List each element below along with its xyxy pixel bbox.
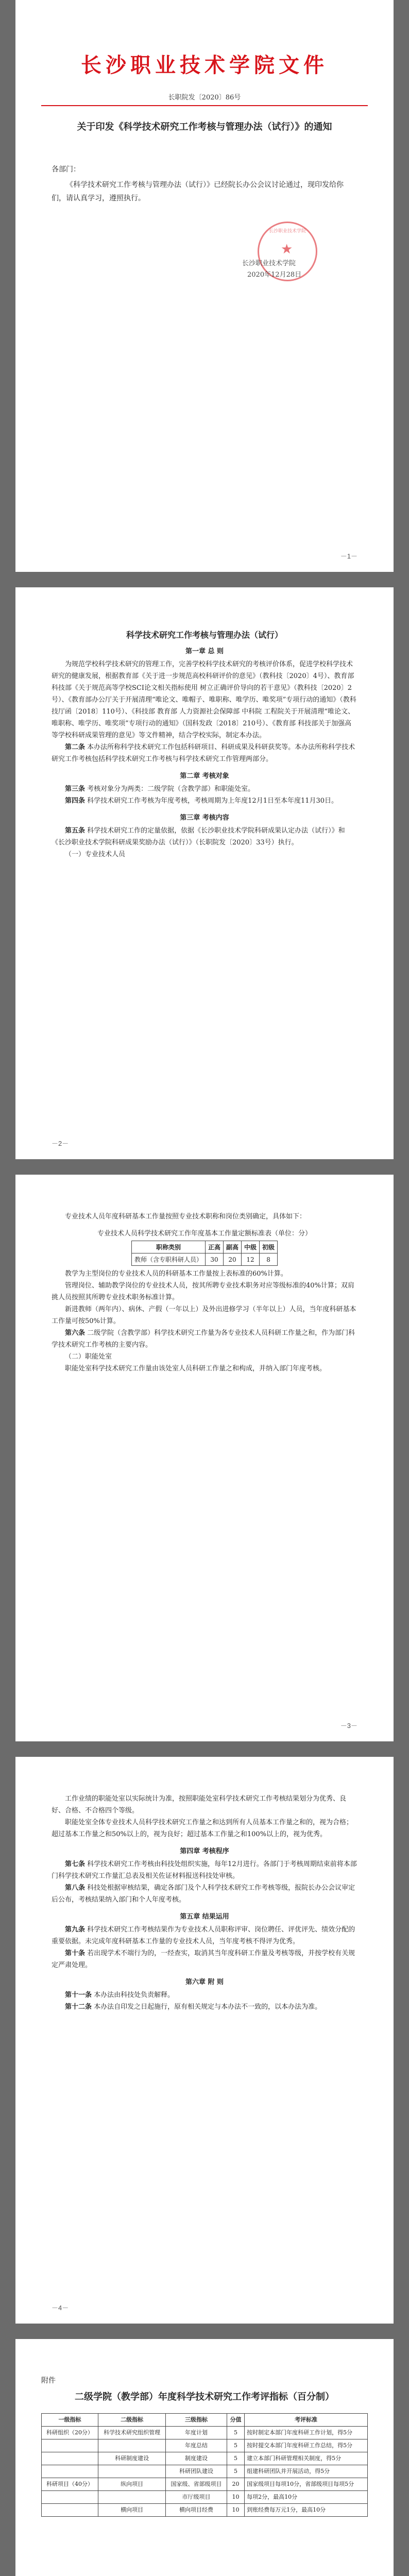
paragraph: 新进教师（两年内）、病休、产假（一年以上）及外出进修学习（半年以上）人员，当年度科研基本工作量可按50%计算。 xyxy=(52,1306,356,1325)
doc-number: 长职院发〔2020〕86号 xyxy=(168,94,241,101)
chapter-heading: 第四章 考核程序 xyxy=(180,1848,229,1855)
table-cell: 按时提交本部门年度科研工作总结，得5分 xyxy=(245,2439,368,2452)
table-cell: 科学技术研究组织管理 xyxy=(98,2427,166,2439)
table-cell: 30 xyxy=(205,1253,223,1266)
regulation-title: 科学技术研究工作考核与管理办法（试行） xyxy=(126,630,283,640)
table-cell xyxy=(42,2504,98,2517)
table-cell: 国家级项目每项10分，省部级项目每项5分 xyxy=(245,2478,368,2491)
paragraph: 第二条 本办法所称科学技术研究工作包括科研项目、科研成果及科研获奖等。本办法所称科学技术研究工作考核包括科学技术研究工作考核与科学技术研究工作管理两部分。 xyxy=(52,743,355,763)
page-1 xyxy=(15,0,394,572)
workload-table xyxy=(131,1241,278,1266)
paragraph: 职能处室科学技术研究工作量由该处室人员科研工作量之和构成，并纳入部门年度考核。 xyxy=(65,1365,327,1372)
page-2 xyxy=(15,587,394,1159)
page-number: －4－ xyxy=(52,2304,69,2312)
seal-text: 长沙职业技术学院 xyxy=(268,229,306,234)
sign-date: 2020年12月28日 xyxy=(247,271,302,279)
table-cell xyxy=(42,2465,98,2478)
table-cell: 年度总结 xyxy=(166,2439,227,2452)
signer: 长沙职业技术学院 xyxy=(242,260,296,267)
notice-body: 《科学技术研究工作考核与管理办法（试行）》已经院长办公会议讨论通过，现印发给你们，请认真学习，遵照执行。 xyxy=(52,181,344,202)
table-cell: 10 xyxy=(227,2504,244,2517)
table-cell: 科研团队建设 xyxy=(166,2465,227,2478)
table-cell: 教师（含专职科研人员） xyxy=(131,1253,205,1266)
paragraph: 专业技术人员年度科研基本工作量按照专业技术职称和岗位类别确定，具体如下： xyxy=(65,1213,306,1221)
subheading: （二）职能处室 xyxy=(65,1353,112,1361)
paragraph: 第十条 若出现学术不端行为的，一经查实，取消其当年度科研工作量及考核等级，并按学校有关规定严肃处理。 xyxy=(52,1950,355,1969)
table-header-cell: 三级指标 xyxy=(166,2414,227,2427)
table-cell: 科研组织（20分） xyxy=(42,2427,98,2439)
table-cell: 纵向项目 xyxy=(98,2478,166,2491)
addressee: 各部门： xyxy=(52,165,80,174)
table-header-cell: 分值 xyxy=(227,2414,244,2427)
table-cell: 5 xyxy=(227,2452,244,2465)
table-row xyxy=(42,2491,368,2504)
table-cell: 横向项目经费 xyxy=(166,2504,227,2517)
table-cell: 10 xyxy=(227,2491,244,2504)
table-cell: 12 xyxy=(242,1253,260,1266)
table-cell: 科研制度建设 xyxy=(98,2452,166,2465)
table-cell: 横向项目 xyxy=(98,2504,166,2517)
paragraph: 第三条 考核对象分为两类：二级学院（含教学部）和职能处室。 xyxy=(65,785,255,793)
paragraph: 第五条 科学技术研究工作的定量依据，依据《长沙职业技术学院科研成果认定办法（试行）》和《长沙职业技术学院科研成果奖励办法（试行）》（长职院发〔2020〕33号）执行。 xyxy=(52,827,345,846)
page-number: －2－ xyxy=(52,1140,69,1147)
red-divider xyxy=(41,105,368,106)
table-cell: 制度建设 xyxy=(166,2452,227,2465)
paragraph: 第十一条 本办法由科技处负责解释。 xyxy=(65,1991,175,1999)
table-row xyxy=(42,2439,368,2452)
seal-star-icon: ★ xyxy=(281,242,293,257)
chapter-heading: 第六章 附 则 xyxy=(185,1978,224,1986)
page-5 xyxy=(15,2339,394,2576)
table-header-cell: 中级 xyxy=(242,1241,260,1253)
table-row xyxy=(131,1253,277,1266)
subheading: （一）专业技术人员 xyxy=(65,851,126,858)
table-cell xyxy=(42,2491,98,2504)
chapter-heading: 第二章 考核对象 xyxy=(180,772,229,780)
table-cell: 科研项目（40分） xyxy=(42,2478,98,2491)
table-cell: 8 xyxy=(260,1253,278,1266)
paragraph: 第八条 科技处根据审核结果，确定各部门及个人科学技术研究工作考核等级，报院长办公会议审定后公布，考核结果纳入部门和个人年度考核。 xyxy=(52,1884,355,1904)
table-cell: 5 xyxy=(227,2465,244,2478)
table-cell: 20 xyxy=(223,1253,241,1266)
paragraph: 第九条 科学技术研究工作考核结果作为专业技术人员职称评审、岗位聘任、评优评先、绩效分配的重要依据。未完成年度科研基本工作量的专业技术人员，当年度考核不得评为优秀。 xyxy=(52,1926,355,1945)
table-cell: 按时制定本部门年度科研工作计划，得5分 xyxy=(245,2427,368,2439)
paragraph: 第十二条 本办法自印发之日起施行，原有相关规定与本办法不一致的，以本办法为准。 xyxy=(65,2003,322,2011)
page-4 xyxy=(15,1757,394,2324)
table-header-cell: 初级 xyxy=(260,1241,278,1253)
evaluation-table-1 xyxy=(41,2413,368,2517)
table-header-cell: 副高 xyxy=(223,1241,241,1253)
table-cell xyxy=(98,2439,166,2452)
table-header-cell: 二级指标 xyxy=(98,2414,166,2427)
chapter-heading: 第五章 结果运用 xyxy=(180,1913,229,1921)
table-cell: 5 xyxy=(227,2439,244,2452)
org-header: 长沙职业技术学院文件 xyxy=(81,53,328,77)
table-cell: 组建科研团队并开展活动，得5分 xyxy=(245,2465,368,2478)
attachment-label: 附件 xyxy=(41,2377,56,2385)
table-row xyxy=(42,2427,368,2439)
paragraph: 管理岗位、辅助教学岗位的专业技术人员，按其所聘专业技术职务对应等级标准的40%计算；双肩挑人员按照其所聘专业技术职务标准计算。 xyxy=(52,1282,354,1301)
table-row xyxy=(42,2504,368,2517)
paragraph: 为规范学校科学技术研究的管理工作，完善学校科学技术研究的考核评价体系，促进学校科学技术研究的健康发展，根据教育部《关于进一步规范高校科研评价的意见》（教科技〔2020〕4号）、教育部 科技部《关于规范高等学校SCI论文相关指标使用 树立正确评价导向的若干意见》（教科技〔2020〕2号）、《教育部办公厅关于开展清理“唯论文、唯帽子、唯职称、唯学历、唯奖项”专项行动的通知》（教科技厅函〔2018〕110号）、《科技部 教育部 人力资源社会保障部 中科院 工程院关于开展清理“唯论文、唯职称、唯学历、唯奖项”专项行动的通知》（国科发政〔2018〕210号）、《教育部 科技部关于加强高等学校科研成果管理的意见》等文件精神，结合学校实际，制定本办法。 xyxy=(52,660,356,739)
table-cell: 建立本部门科研管理相关制度，得5分 xyxy=(245,2452,368,2465)
table-header-cell: 考评标准 xyxy=(245,2414,368,2427)
table-header-cell: 正高 xyxy=(205,1241,223,1253)
chapter-heading: 第一章 总 则 xyxy=(185,648,224,655)
paragraph: 第四条 科学技术研究工作考核为年度考核，考核周期为上年度12月1日至本年度11月30日。 xyxy=(65,797,338,805)
page-number: －1－ xyxy=(340,552,357,560)
table-row xyxy=(42,2465,368,2478)
table-cell: 20 xyxy=(227,2478,244,2491)
paragraph: 教学为主型岗位的专业技术人员的科研基本工作量按上表标准的60%计算。 xyxy=(65,1270,287,1278)
table-cell: 国家级、省部级项目 xyxy=(166,2478,227,2491)
table-header-cell: 职称类别 xyxy=(131,1241,205,1253)
table-cell: 市厅级项目 xyxy=(166,2491,227,2504)
paragraph: 职能处室全体专业技术人员科学技术研究工作量之和达到所有人员基本工作量之和的，视为合格；超过基本工作量之和50%以上的，视为良好；超过基本工作量之和100%以上的，视为优秀。 xyxy=(52,1819,353,1838)
table-row xyxy=(42,2452,368,2465)
table-caption: 专业技术人员科学技术研究工作年度基本工作量定额标准表（单位：分） xyxy=(97,1230,312,1238)
paragraph: 第六条 二级学院（含教学部）科学技术研究工作量为各专业技术人员科研工作量之和，作为部门科学技术研究工作考核的主要内容。 xyxy=(52,1329,355,1349)
table-header-cell: 一级指标 xyxy=(42,2414,98,2427)
table-cell: 年度计划 xyxy=(166,2427,227,2439)
paragraph: 工作业绩的职能处室以实际统计为准，按照职能处室科学技术研究工作考核结果划分为优秀、良好、合格、不合格四个等级。 xyxy=(52,1795,347,1815)
table-cell xyxy=(42,2439,98,2452)
table-cell: 5 xyxy=(227,2427,244,2439)
page-number: －3－ xyxy=(340,1722,357,1730)
table-cell xyxy=(42,2452,98,2465)
table-cell xyxy=(98,2465,166,2478)
table-cell: 每项2分，最高10分 xyxy=(245,2491,368,2504)
chapter-heading: 第三章 考核内容 xyxy=(180,814,229,822)
paragraph: 第七条 科学技术研究工作考核由科技处组织实施，每年12月进行。各部门于考核周期结束前将本部门科学技术研究工作量汇总表及相关佐证材料报送科技处审核。 xyxy=(52,1860,357,1880)
attachment-title: 二级学院（教学部）年度科学技术研究工作考评指标（百分制） xyxy=(75,2392,334,2402)
notice-title: 关于印发《科学技术研究工作考核与管理办法（试行）》的通知 xyxy=(77,122,332,132)
table-row xyxy=(42,2478,368,2491)
page-3 xyxy=(15,1175,394,1741)
table-cell: 到账经费每万元1分，最高10分 xyxy=(245,2504,368,2517)
table-cell xyxy=(98,2491,166,2504)
